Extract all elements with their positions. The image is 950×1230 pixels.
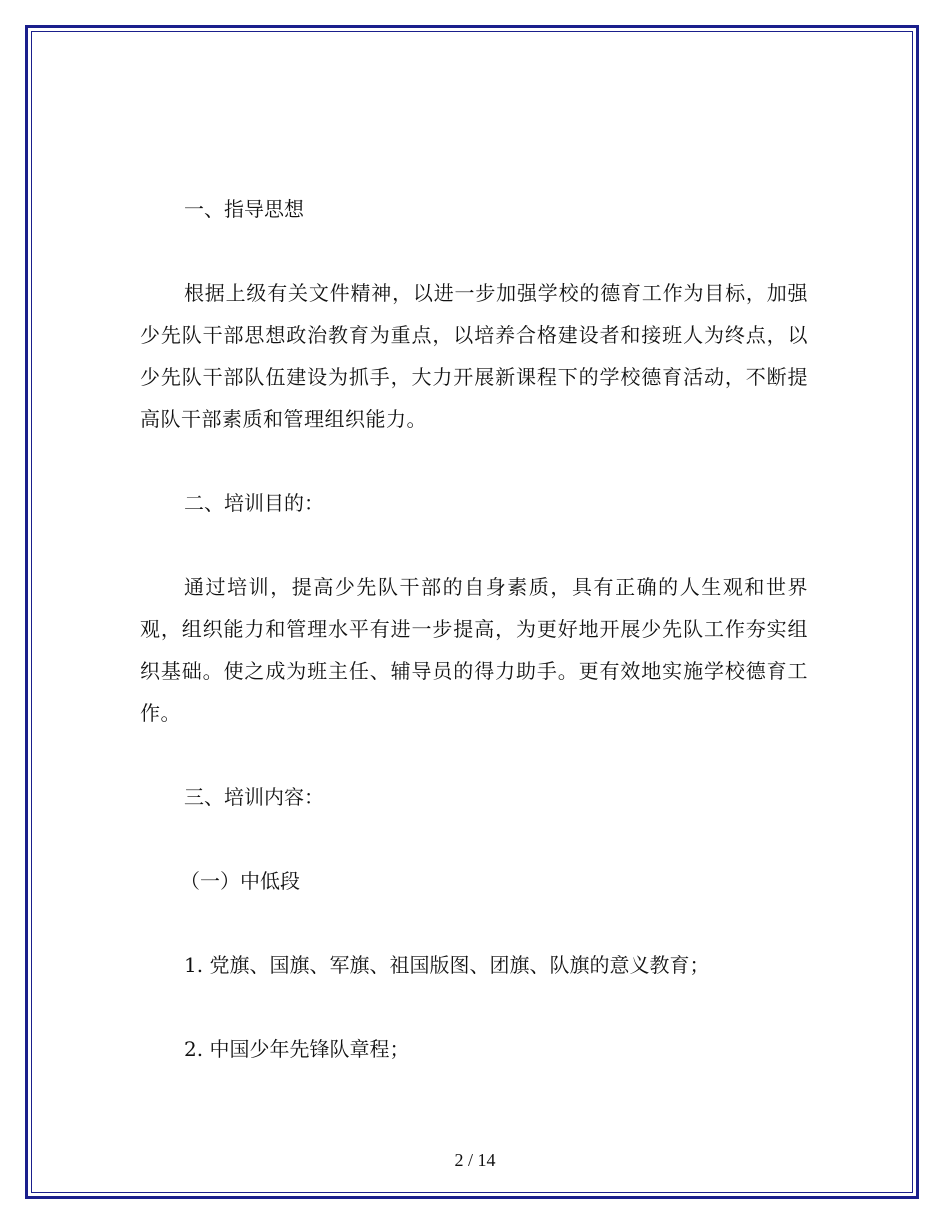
list-item: 2. 中国少年先锋队章程； [184,1037,410,1061]
section-body-guiding-ideology: 根据上级有关文件精神，以进一步加强学校的德育工作为目标，加强少先队干部思想政治教育为重点，以培养合格建设者和接班人为终点，以少先队干部队伍建设为抓手，大力开展新课程下的学校德育活动，不断提高队干部素质和管理组织能力。 [140,281,808,431]
section-body-training-purpose: 通过培训，提高少先队干部的自身素质，具有正确的人生观和世界观，组织能力和管理水平有进一步提高，为更好地开展少先队工作夯实组织基础。使之成为班主任、辅导员的得力助手。更有效地实施学校德育工作。 [140,575,808,725]
subsection-heading-lower-grades: （一）中低段 [180,869,300,893]
section-heading-training-content: 三、培训内容： [184,785,324,809]
list-item: 1. 党旗、国旗、军旗、祖国版图、团旗、队旗的意义教育； [184,953,710,977]
section-heading-guiding-ideology: 一、指导思想 [184,197,304,221]
document-body [140,188,808,1112]
page-number: 2 / 14 [454,1150,496,1170]
section-heading-training-purpose: 二、培训目的： [184,491,324,515]
